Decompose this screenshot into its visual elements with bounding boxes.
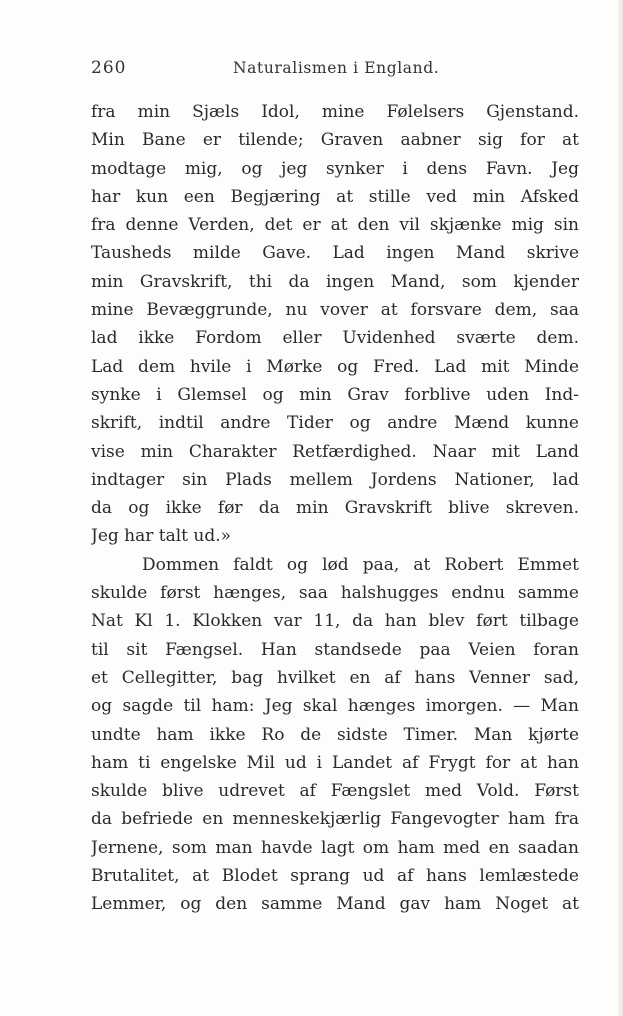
body-text xyxy=(91,98,579,919)
text-line: fra denne Verden, det er at den vil skjænke mig sin xyxy=(91,215,579,236)
text-line: da befriede en menneskekjærlig Fangevogter ham fra xyxy=(91,809,579,830)
text-line: ham ti engelske Mil ud i Landet af Frygt for at han xyxy=(91,752,579,773)
text-line: da og ikke før da min Gravskrift blive skreven. xyxy=(91,498,579,519)
text-line-paragraph-end: Jeg har talt ud.» xyxy=(91,526,232,547)
text-line: indtager sin Plads mellem Jordens Nationer, lad xyxy=(91,469,579,490)
page-header xyxy=(91,58,581,82)
text-line: vise min Charakter Retfærdighed. Naar mit Land xyxy=(91,441,579,462)
text-line: og sagde til ham: Jeg skal hænges imorgen. — Man xyxy=(91,696,579,717)
page-edge xyxy=(618,0,623,1016)
text-line: Nat Kl 1. Klokken var 11, da han blev ført tilbage xyxy=(91,611,579,632)
text-line: skulde blive udrevet af Fængslet med Vold. Først xyxy=(91,781,579,802)
text-line: fra min Sjæls Idol, mine Følelsers Gjenstand. xyxy=(91,102,579,122)
text-line: Tausheds milde Gave. Lad ingen Mand skrive xyxy=(91,243,579,264)
text-line: Jernene, som man havde lagt om ham med en saadan xyxy=(91,837,579,858)
text-line: synke i Glemsel og min Grav forblive uden Ind- xyxy=(91,384,579,405)
text-line: til sit Fængsel. Han standsede paa Veien foran xyxy=(91,639,579,660)
page-number: 260 xyxy=(91,58,127,78)
text-line: Brutalitet, at Blodet sprang ud af hans lemlæstede xyxy=(91,866,579,887)
text-line: Lemmer, og den samme Mand gav ham Noget at xyxy=(91,894,579,915)
text-line: modtage mig, og jeg synker i dens Favn. Jeg xyxy=(91,158,579,179)
text-line: undte ham ikke Ro de sidste Timer. Man kjørte xyxy=(91,724,579,745)
text-line: min Gravskrift, thi da ingen Mand, som kjender xyxy=(91,271,579,292)
text-line-paragraph-start: Dommen faldt og lød paa, at Robert Emmet xyxy=(142,554,579,575)
running-title: Naturalismen i England. xyxy=(233,59,440,77)
text-line: et Cellegitter, bag hvilket en af hans Venner sad, xyxy=(91,667,579,688)
text-line: Lad dem hvile i Mørke og Fred. Lad mit Minde xyxy=(91,356,579,377)
text-line: skrift, indtil andre Tider og andre Mænd kunne xyxy=(91,413,579,434)
text-line: skulde først hænges, saa halshugges endnu samme xyxy=(91,583,579,604)
text-line: lad ikke Fordom eller Uvidenhed sværte dem. xyxy=(91,328,579,349)
text-line: Min Bane er tilende; Graven aabner sig for at xyxy=(91,130,579,151)
text-line: har kun een Begjæring at stille ved min Afsked xyxy=(91,186,579,207)
text-line: mine Bevæggrunde, nu vover at forsvare dem, saa xyxy=(91,300,579,321)
